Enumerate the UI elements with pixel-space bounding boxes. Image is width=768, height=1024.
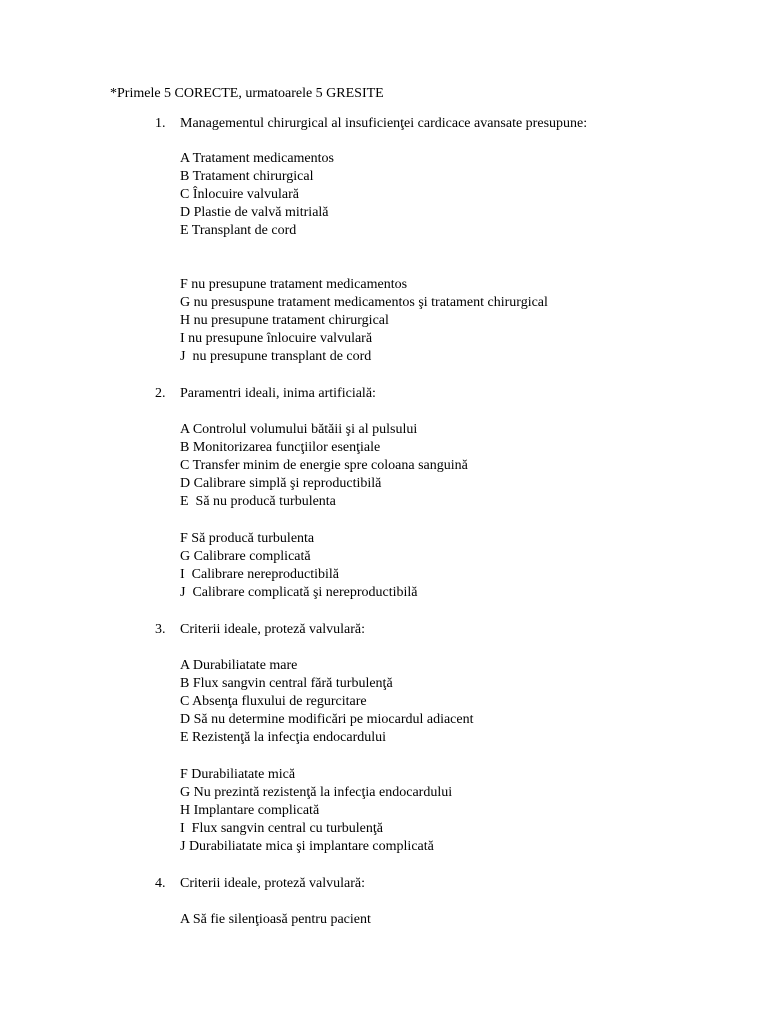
- q1-option-j: J nu presupune transplant de cord: [180, 349, 372, 364]
- q2-option-d: D Calibrare simplă şi reproductibilă: [180, 476, 382, 491]
- intro-note: *Primele 5 CORECTE, urmatoarele 5 GRESITE: [110, 86, 384, 101]
- question-4-number: 4.: [155, 876, 166, 891]
- question-3-number: 3.: [155, 622, 166, 637]
- q1-option-f: F nu presupune tratament medicamentos: [180, 277, 408, 292]
- q2-option-c: C Transfer minim de energie spre coloana sanguină: [180, 458, 468, 473]
- q3-option-f: F Durabiliatate mică: [180, 767, 296, 782]
- q1-option-c: C Înlocuire valvulară: [180, 187, 299, 202]
- q1-option-g: G nu presuspune tratament medicamentos şi tratament chirurgical: [180, 295, 548, 310]
- q2-option-i: I Calibrare nereproductibilă: [180, 567, 339, 582]
- q1-option-h: H nu presupune tratament chirurgical: [180, 313, 389, 328]
- question-2-number: 2.: [155, 386, 166, 401]
- q2-option-j: J Calibrare complicată şi nereproductibilă: [180, 585, 418, 600]
- q1-option-b: B Tratament chirurgical: [180, 169, 314, 184]
- q3-option-c: C Absenţa fluxului de regurcitare: [180, 694, 367, 709]
- question-1-text: Managementul chirurgical al insuficienţei cardicace avansate presupune:: [180, 116, 588, 131]
- q3-option-g: G Nu prezintă rezistenţă la infecţia endocardului: [180, 785, 453, 800]
- q1-option-d: D Plastie de valvă mitrială: [180, 205, 329, 220]
- question-2-text: Paramentri ideali, inima artificială:: [180, 386, 376, 401]
- q1-option-e: E Transplant de cord: [180, 223, 297, 238]
- question-4-text: Criterii ideale, proteză valvulară:: [180, 876, 366, 891]
- q3-option-j: J Durabiliatate mica şi implantare complicată: [180, 839, 434, 854]
- q2-option-a: A Controlul volumului bătăii şi al pulsului: [180, 422, 418, 437]
- q3-option-d: D Să nu determine modificări pe miocardul adiacent: [180, 712, 474, 727]
- q2-option-e: E Să nu producă turbulenta: [180, 494, 336, 509]
- question-1-number: 1.: [155, 116, 166, 131]
- q3-option-a: A Durabiliatate mare: [180, 658, 298, 673]
- q4-option-a: A Să fie silenţioasă pentru pacient: [180, 912, 371, 927]
- q2-option-g: G Calibrare complicată: [180, 549, 311, 564]
- q3-option-h: H Implantare complicată: [180, 803, 320, 818]
- q1-option-i: I nu presupune înlocuire valvulară: [180, 331, 373, 346]
- q3-option-i: I Flux sangvin central cu turbulenţă: [180, 821, 383, 836]
- question-3-text: Criterii ideale, proteză valvulară:: [180, 622, 366, 637]
- q1-option-a: A Tratament medicamentos: [180, 151, 334, 166]
- q2-option-f: F Să producă turbulenta: [180, 531, 315, 546]
- q2-option-b: B Monitorizarea funcţiilor esenţiale: [180, 440, 381, 455]
- q3-option-b: B Flux sangvin central fără turbulenţă: [180, 676, 393, 691]
- q3-option-e: E Rezistenţă la infecţia endocardului: [180, 730, 387, 745]
